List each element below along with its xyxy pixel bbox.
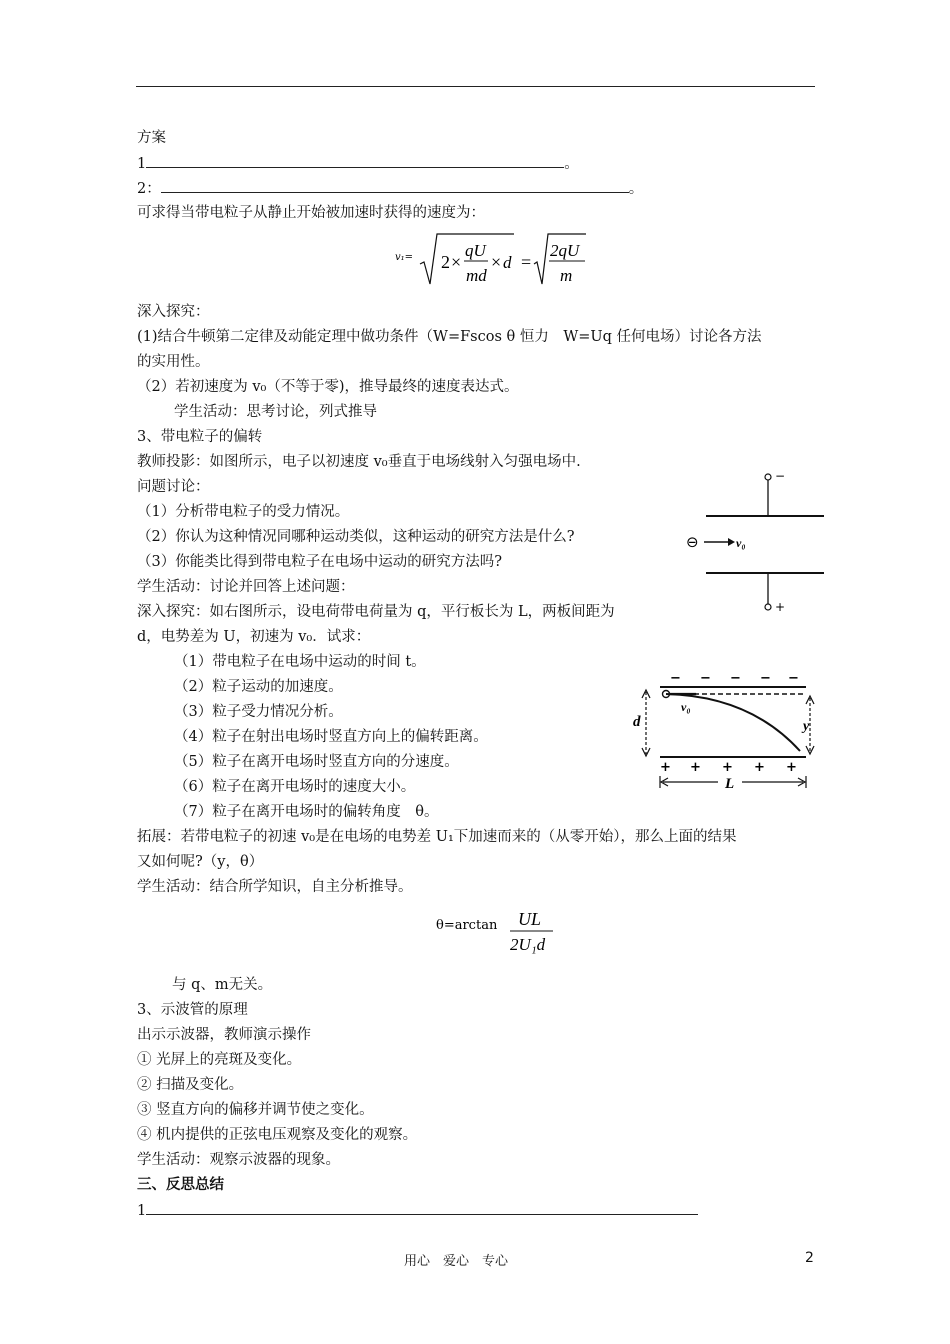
svg-text:2qU: 2qU (550, 241, 580, 260)
list-item: ③ 竖直方向的偏移并调节使之变化。 (137, 1102, 374, 1118)
svg-text:−: − (788, 671, 799, 686)
text-line: 深入探究： (137, 304, 210, 320)
text-line: 又如何呢?（y，θ） (137, 854, 264, 870)
svg-text:−: − (730, 671, 741, 686)
svg-text:=: = (521, 252, 532, 272)
question-item: （1）带电粒子在电场中运动的时间 t。 (174, 654, 426, 670)
svg-text:UL: UL (518, 909, 542, 929)
text-line: （2）若初速度为 v₀（不等于零)，推导最终的速度表达式。 (137, 379, 519, 395)
svg-text:L: L (725, 776, 735, 792)
text-line: 学生活动：讨论并回答上述问题： (137, 579, 355, 595)
svg-text:+: + (775, 600, 786, 614)
svg-text:+: + (722, 760, 733, 775)
text-line: （3）你能类比得到带电粒子在电场中运动的研究方法吗? (137, 554, 502, 570)
text-line: （2）你认为这种情况同哪种运动类似，这种运动的研究方法是什么? (137, 529, 575, 545)
svg-text:×: × (451, 252, 462, 272)
text-line: d，电势差为 U，初速为 v₀．试求： (137, 629, 371, 645)
text-line: 出示示波器，教师演示操作 (137, 1027, 311, 1043)
blank-line-3: 1 (137, 1200, 698, 1221)
text-line: 与 q、m无关。 (172, 977, 273, 993)
footer-text: 用心 爱心 专心 (404, 1254, 509, 1269)
list-item: ② 扫描及变化。 (137, 1077, 244, 1093)
text-line: 问题讨论： (137, 479, 210, 495)
text-line: 学生活动：结合所学知识，自主分析推导。 (137, 879, 413, 895)
section-heading: 3、示波管的原理 (137, 1002, 248, 1018)
svg-text:d: d (633, 714, 641, 730)
svg-text:v₁=: v₁= (395, 252, 414, 263)
svg-text:−: − (670, 671, 681, 686)
question-item: （3）粒子受力情况分析。 (174, 704, 343, 720)
section-heading: 3、带电粒子的偏转 (137, 429, 263, 445)
text-line: 方案 (137, 130, 166, 146)
svg-text:+: + (786, 760, 797, 775)
electron-field-figure (684, 466, 826, 616)
svg-text:v₀: v₀ (681, 700, 691, 714)
svg-text:−: − (700, 671, 711, 686)
list-item: ④ 机内提供的正弦电压观察及变化的观察。 (137, 1127, 418, 1143)
blank-line-2: 2： 。 (137, 178, 643, 199)
text-line: 的实用性。 (137, 354, 210, 370)
svg-text:v₀: v₀ (736, 536, 746, 550)
svg-text:+: + (660, 760, 671, 775)
text-line: 深入探究：如右图所示，设电荷带电荷量为 q，平行板长为 L，两板间距为 (137, 604, 615, 620)
text-line: 学生活动：观察示波器的现象。 (137, 1152, 340, 1168)
text-line: 学生活动：思考讨论，列式推导 (174, 404, 377, 420)
text-line: 拓展：若带电粒子的初速 v₀是在电场的电势差 U₁下加速而来的（从零开始），那么上面的结果 (137, 829, 737, 845)
svg-text:md: md (466, 266, 487, 285)
velocity-equation (380, 228, 610, 290)
svg-text:y: y (803, 719, 810, 734)
question-item: （2）粒子运动的加速度。 (174, 679, 343, 695)
text-line: 教师投影：如图所示，电子以初速度 v₀垂直于电场线射入匀强电场中. (137, 454, 581, 470)
header-rule (136, 86, 815, 87)
question-item: （6）粒子在离开电场时的速度大小。 (174, 779, 416, 795)
svg-text:m: m (560, 266, 573, 285)
text-line: (1)结合牛顿第二定律及动能定理中做功条件（W=Fscos θ 恒力 W=Uq 任何电场）讨论各方法 (137, 329, 762, 345)
svg-text:⊖: ⊖ (686, 533, 699, 551)
svg-text:−: − (760, 671, 771, 686)
text-line: 可求得当带电粒子从静止开始被加速时获得的速度为： (137, 205, 485, 221)
svg-text:+: + (754, 760, 765, 775)
svg-text:θ=arctan: θ=arctan (436, 918, 498, 933)
svg-text:−: − (775, 469, 786, 483)
blank-line-1: 1 。 (137, 153, 579, 174)
svg-text:d: d (503, 253, 512, 272)
question-item: （5）粒子在离开电场时竖直方向的分速度。 (174, 754, 459, 770)
svg-text:×: × (491, 252, 502, 272)
svg-text:qU: qU (465, 241, 486, 260)
svg-text:+: + (690, 760, 701, 775)
svg-text:2U₁d: 2U₁d (510, 935, 546, 954)
svg-text:2: 2 (441, 252, 450, 272)
page-number: 2 (805, 1250, 814, 1266)
deflection-angle-equation (432, 904, 572, 960)
section-heading: 三、反思总结 (137, 1176, 224, 1193)
question-item: （7）粒子在离开电场时的偏转角度 θ。 (174, 804, 439, 820)
list-item: ① 光屏上的亮斑及变化。 (137, 1052, 302, 1068)
question-item: （4）粒子在射出电场时竖直方向上的偏转距离。 (174, 729, 488, 745)
text-line: （1）分析带电粒子的受力情况。 (137, 504, 350, 520)
deflection-figure (630, 670, 820, 800)
